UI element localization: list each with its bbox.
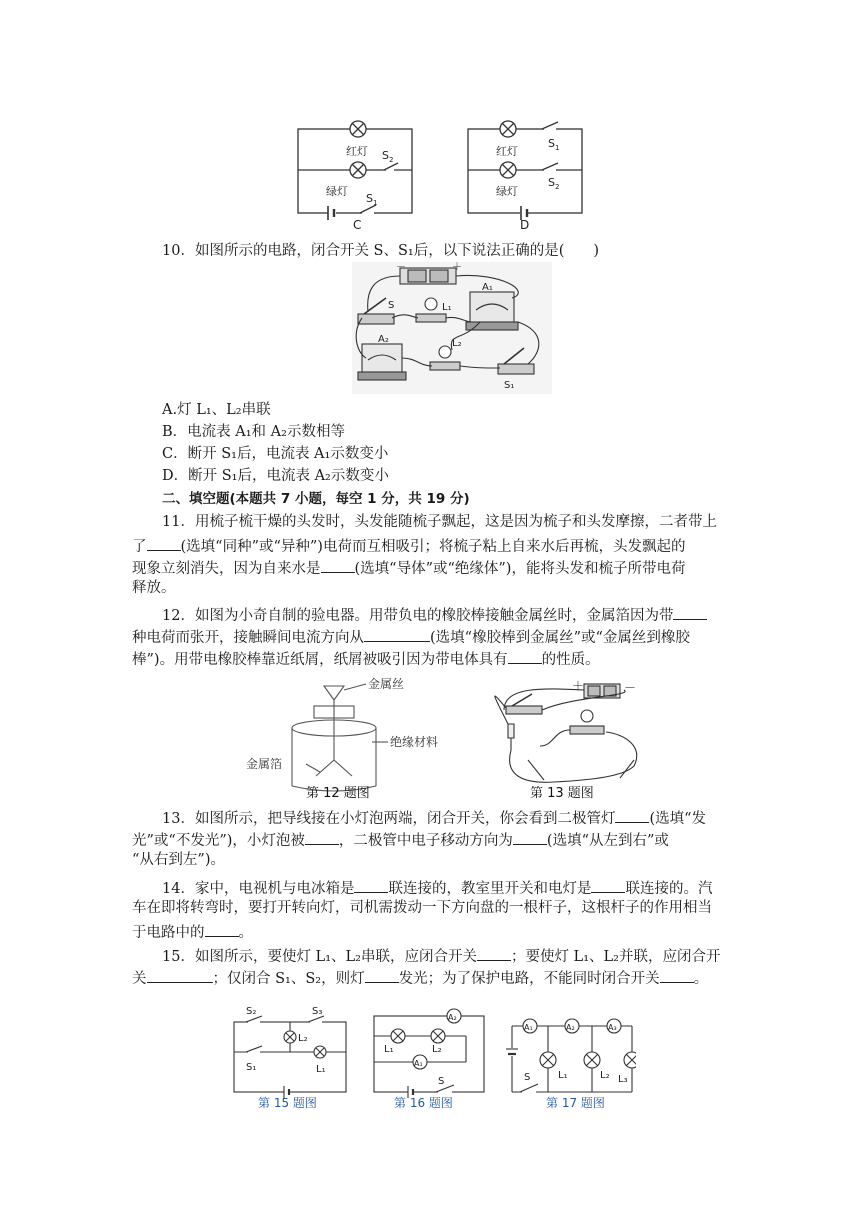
f17-s: S: [524, 1072, 531, 1083]
q10-physical-circuit-figure: [352, 262, 552, 394]
f16-l2: L₂: [432, 1044, 442, 1055]
q14-line2: 车在即将转弯时，要打开转向灯，司机需拨动一下方向盘的一根杆子，这根杆子的作用相当: [132, 900, 712, 916]
q10-label-s: S: [388, 300, 395, 311]
d-green-lamp-label: 绿灯: [496, 185, 518, 198]
c-option-label: C: [353, 218, 362, 232]
q12-line2: 种电荷而张开，接触瞬间电流方向从 (选填“橡胶棒到金属丝”或“金属丝到橡胶: [132, 624, 690, 649]
q13-blank-1[interactable]: [615, 805, 649, 823]
c-s2-label: $S_2$: [382, 149, 394, 164]
f15-l2: L₂: [298, 1033, 308, 1044]
f17-l2: L₂: [600, 1070, 610, 1081]
q12-blank-3[interactable]: [508, 646, 542, 664]
q11-blank-2[interactable]: [321, 555, 355, 573]
f17-a3: A₃: [608, 1023, 617, 1032]
q10-minus: －: [396, 262, 406, 273]
q10-option-c: C．断开 S₁后，电流表 A₁示数变小: [162, 446, 389, 462]
f15-s2: S₂: [246, 1006, 257, 1017]
q13-line2: 光”或“不发光”)，小灯泡被 ，二极管中电子移动方向为 (选填“从左到右”或: [132, 827, 669, 852]
q15-line2: 关 ；仅闭合 S₁、S₂，则灯 发光；为了保护电路，不能同时闭合开关 。: [132, 965, 708, 990]
q10-label-a1: A₁: [482, 282, 493, 293]
electroscope-figure: [240, 676, 470, 796]
q11-line4: 释放。: [132, 580, 176, 596]
q15-blank-4[interactable]: [660, 965, 694, 983]
f16-l1: L₁: [384, 1044, 394, 1055]
q13-blank-3[interactable]: [513, 827, 547, 845]
c-s1-label: $S_1$: [366, 192, 378, 207]
q14-blank-2[interactable]: [591, 875, 625, 893]
fig13-minus: －: [624, 681, 637, 695]
q11-blank-1[interactable]: [147, 533, 181, 551]
label-insulating-material: 绝缘材料: [390, 735, 439, 749]
d-red-lamp-label: 红灯: [496, 145, 518, 158]
figures-15-16-17: [226, 1004, 636, 1104]
f15-s3: S₃: [312, 1006, 323, 1017]
d-s1-label: $S_1$: [548, 137, 560, 152]
f15-l1: L₁: [316, 1064, 326, 1075]
f16-a1: A₁: [414, 1059, 423, 1068]
q15-blank-2[interactable]: [147, 965, 213, 983]
q15-blank-1[interactable]: [477, 943, 511, 961]
c-red-lamp-label: 红灯: [346, 145, 368, 158]
q10-option-b: B．电流表 A₁和 A₂示数相等: [162, 424, 345, 440]
f16-a2: A₂: [448, 1013, 457, 1022]
q10-stem: 10．如图所示的电路，闭合开关 S、S₁后，以下说法正确的是( ): [162, 243, 600, 259]
diode-circuit-figure: [484, 676, 652, 794]
q12-blank-1[interactable]: [673, 602, 707, 620]
f16-s: S: [438, 1076, 445, 1087]
q11-line3: 现象立刻消失，因为自来水是 (选填“导体”或“绝缘体”)，能将头发和梳子所带电荷: [132, 555, 685, 580]
q11-line1: 11．用梳子梳干燥的头发时，头发能随梳子飘起，这是因为梳子和头发摩擦，二者带上: [162, 514, 717, 530]
fig16-caption: 第 16 题图: [394, 1096, 453, 1110]
q14-blank-3[interactable]: [205, 919, 239, 937]
q10-label-a2: A₂: [378, 334, 389, 345]
fig13-caption: 第 13 题图: [530, 786, 594, 801]
f15-s1: S₁: [246, 1062, 257, 1073]
f17-l1: L₁: [558, 1070, 568, 1081]
c-green-lamp-label: 绿灯: [326, 185, 348, 198]
q14-line3: 于电路中的 。: [132, 919, 253, 944]
fig13-plus: ＋: [572, 679, 585, 693]
q10-label-s1: S₁: [504, 380, 515, 391]
q10-label-l2: L₂: [452, 338, 462, 349]
q11-line2: 了 (选填“同种”或“异种”)电荷而互相吸引；将梳子粘上自来水后再梳，头发飘起的: [132, 533, 685, 558]
q13-line1: 13．如图所示，把导线接在小灯泡两端，闭合开关，你会看到二极管灯 (选填“发: [162, 805, 706, 830]
f17-a2: A₂: [566, 1023, 575, 1032]
circuit-options-figure: [290, 115, 590, 233]
section2-title: 二、填空题(本题共 7 小题，每空 1 分，共 19 分): [162, 491, 470, 507]
q12-line1: 12．如图为小奇自制的验电器。用带负电的橡胶棒接触金属丝时，金属箔因为带: [162, 602, 707, 627]
fig15-caption: 第 15 题图: [258, 1096, 317, 1110]
q13-line3: “从右到左”)。: [132, 852, 225, 868]
q14-line1: 14．家中，电视机与电冰箱是 联连接的，教室里开关和电灯是 联连接的。汽: [162, 875, 712, 900]
q13-blank-2[interactable]: [305, 827, 339, 845]
f17-a1: A₁: [524, 1023, 533, 1032]
q10-option-d: D．断开 S₁后，电流表 A₂示数变小: [162, 468, 389, 484]
q12-line3: 棒”)。用带电橡胶棒靠近纸屑，纸屑被吸引因为带电体具有 的性质。: [132, 646, 600, 671]
d-s2-label: $S_2$: [548, 176, 560, 191]
q10-plus: ＋: [452, 262, 462, 273]
q12-blank-2[interactable]: [364, 624, 430, 642]
q15-blank-3[interactable]: [365, 965, 399, 983]
q15-line1: 15．如图所示，要使灯 L₁、L₂串联，应闭合开关 ；要使灯 L₁、L₂并联，应闭合开: [162, 943, 720, 968]
label-metal-foil: 金属箔: [246, 757, 283, 771]
label-metal-wire: 金属丝: [368, 677, 405, 691]
d-option-label: D: [520, 218, 530, 232]
f17-l3: L₃: [618, 1074, 628, 1085]
fig12-caption: 第 12 题图: [306, 786, 370, 801]
q10-option-a: A.灯 L₁、L₂串联: [162, 402, 271, 418]
q14-blank-1[interactable]: [354, 875, 388, 893]
q10-label-l1: L₁: [442, 302, 452, 313]
fig17-caption: 第 17 题图: [546, 1096, 605, 1110]
